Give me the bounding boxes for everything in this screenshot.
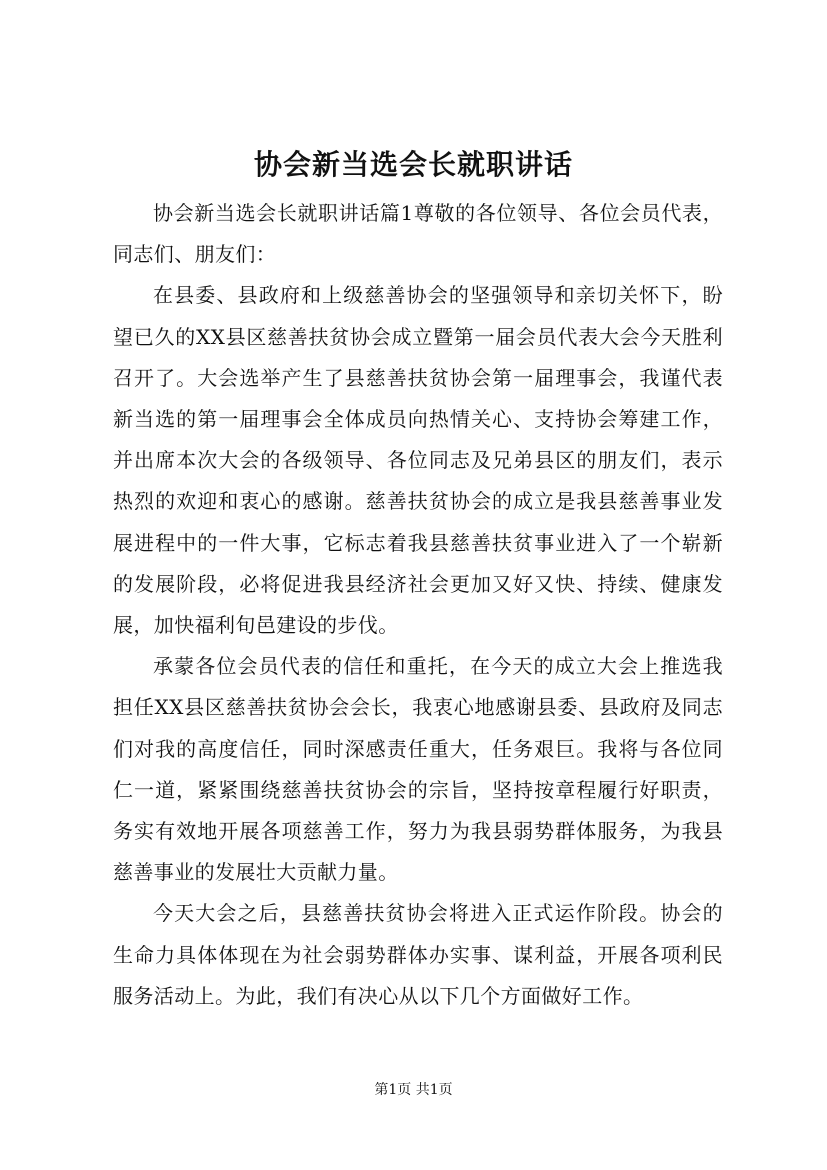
- paragraph: 协会新当选会长就职讲话篇1尊敬的各位领导、各位会员代表，同志们、朋友们：: [113, 201, 723, 267]
- paragraph: 在县委、县政府和上级慈善协会的坚强领导和亲切关怀下，盼望已久的XX县区慈善扶贫协会成立暨第一届会员代表大会今天胜利召开了。大会选举产生了县慈善扶贫协会第一届理事会，我谨代表新当选的第一届理事会全体成员向热情关心、支持协会筹建工作，并出席本次大会的各级领导、各位同志及兄弟县区的朋友们，表示热烈的欢迎和衷心的感谢。慈善扶贫协会的成立是我县慈善事业发展进程中的一件大事，它标志着我县慈善扶贫事业进入了一个崭新的发展阶段，必将促进我县经济社会更加又好又快、持续、健康发展，加快福利旬邑建设的步伐。: [113, 283, 723, 638]
- paragraph: 承蒙各位会员代表的信任和重托，在今天的成立大会上推选我担任XX县区慈善扶贫协会会长，我衷心地感谢县委、县政府及同志们对我的高度信任，同时深感责任重大，任务艰巨。我将与各位同仁一道，紧紧围绕慈善扶贫协会的宗旨，坚持按章程履行好职责，务实有效地开展各项慈善工作，努力为我县弱势群体服务，为我县慈善事业的发展壮大贡献力量。: [113, 654, 723, 885]
- paragraph: 今天大会之后，县慈善扶贫协会将进入正式运作阶段。协会的生命力具体体现在为社会弱势群体办实事、谋利益，开展各项利民服务活动上。为此，我们有决心从以下几个方面做好工作。: [113, 901, 723, 1008]
- document-body: [113, 193, 723, 1017]
- page-footer: 第1页 共1页: [374, 1082, 453, 1098]
- document-title: 协会新当选会长就职讲话: [253, 148, 573, 181]
